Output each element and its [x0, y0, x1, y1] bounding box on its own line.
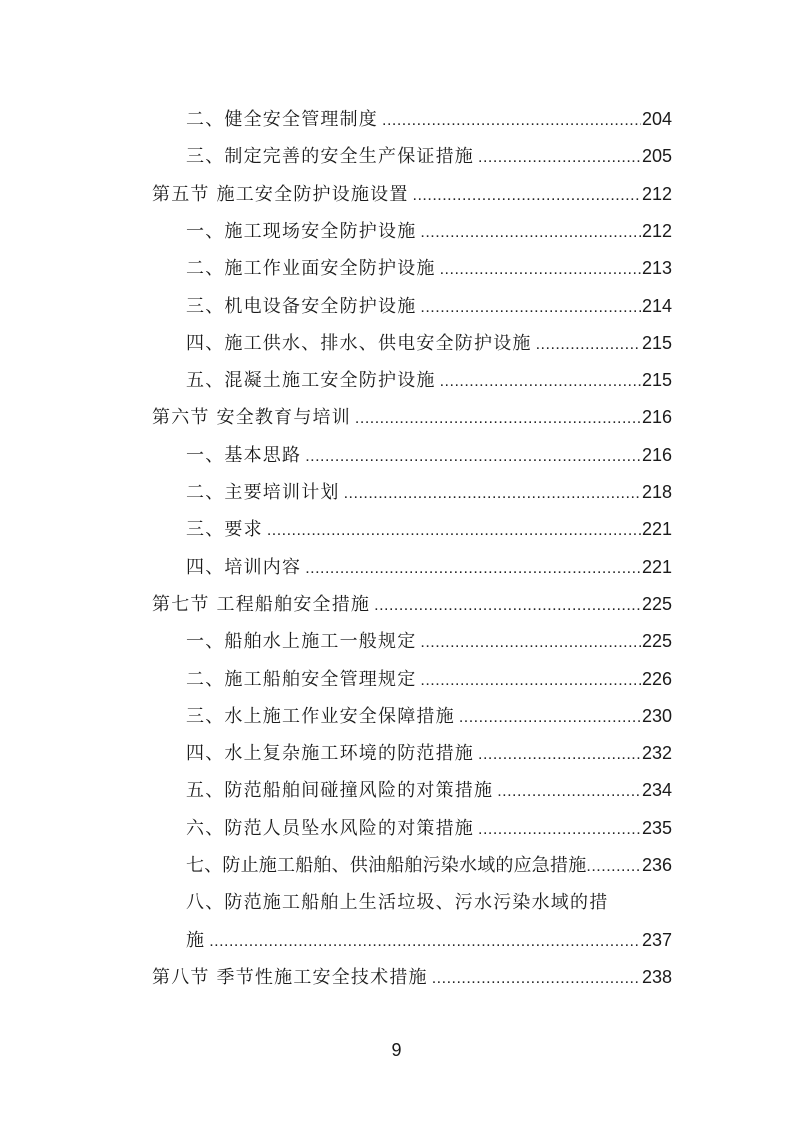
dot-leader — [497, 773, 641, 810]
toc-entry[interactable] — [186, 810, 672, 847]
dot-leader — [355, 400, 641, 437]
toc-entry-page: 204 — [641, 109, 672, 129]
toc-entry-page: 225 — [641, 631, 672, 652]
toc-entry-page: 218 — [641, 482, 672, 502]
dot-leader — [440, 363, 641, 400]
toc-entry-title: 一、基本思路 — [186, 444, 302, 466]
toc-entry[interactable] — [186, 213, 672, 250]
toc-entry[interactable] — [186, 884, 672, 921]
toc-section-entry[interactable] — [152, 959, 672, 996]
toc-entry-title: 三、要求 — [186, 519, 263, 541]
dot-leader — [478, 736, 641, 773]
toc-entry[interactable] — [186, 362, 672, 399]
toc-entry-title: 三、水上施工作业安全保障措施 — [186, 705, 455, 727]
toc-entry-title: 二、施工船舶安全管理规定 — [186, 668, 417, 690]
toc-entry-page: 215 — [641, 370, 672, 391]
toc-entry[interactable] — [186, 101, 672, 138]
toc-entry-title: 二、健全安全管理制度 — [186, 109, 378, 130]
dot-leader — [305, 438, 641, 475]
toc-entry-page: 232 — [641, 743, 672, 764]
toc-entry[interactable] — [186, 474, 672, 511]
toc-entry[interactable] — [186, 288, 672, 325]
toc-entry-continuation[interactable] — [186, 922, 672, 959]
dot-leader — [413, 177, 641, 214]
toc-entry-title: 三、机电设备安全防护设施 — [186, 295, 417, 317]
toc-entry-page: 213 — [641, 258, 672, 279]
dot-leader — [420, 624, 641, 661]
toc-entry-title: 第五节 施工安全防护设施设置 — [152, 183, 409, 205]
dot-leader — [536, 326, 641, 363]
toc-entry-title: 一、船舶水上施工一般规定 — [186, 631, 417, 653]
toc-section-entry[interactable] — [152, 586, 672, 623]
page-number: 9 — [391, 1040, 402, 1060]
toc-entry[interactable] — [186, 138, 672, 175]
toc-entry-page: 235 — [641, 817, 672, 838]
toc-entry-title: 四、培训内容 — [186, 556, 302, 578]
toc-entry-page: 221 — [641, 556, 672, 577]
toc-entry-page: 212 — [641, 220, 672, 241]
toc-entry-title: 五、混凝土施工安全防护设施 — [186, 370, 436, 392]
dot-leader — [209, 923, 641, 960]
dot-leader — [459, 699, 641, 736]
dot-leader — [420, 289, 641, 326]
toc-entry-page: 234 — [641, 780, 672, 801]
toc-entry[interactable] — [186, 325, 672, 362]
toc-section-entry[interactable] — [152, 176, 672, 213]
toc-entry-page: 236 — [641, 855, 672, 875]
toc-entry-title: 七、防止施工船舶、供油船舶污染水域的应急措施 — [186, 855, 587, 876]
toc-entry-title: 二、施工作业面安全防护设施 — [186, 258, 436, 280]
toc-entry[interactable] — [186, 847, 672, 884]
toc-entry-title: 第六节 安全教育与培训 — [152, 407, 351, 429]
toc-entry-page: 216 — [641, 444, 672, 465]
toc-entry-page: 225 — [641, 593, 672, 614]
dot-leader — [344, 475, 641, 512]
toc-entry-page: 238 — [641, 966, 672, 987]
dot-leader — [586, 848, 642, 885]
dot-leader — [478, 811, 641, 848]
toc-entry-title: 六、防范人员坠水风险的对策措施 — [186, 817, 474, 839]
toc-entry-title: 五、防范船舶间碰撞风险的对策措施 — [186, 780, 494, 802]
toc-entry[interactable] — [186, 437, 672, 474]
toc-entry-page: 237 — [641, 929, 672, 950]
toc-entry-title: 二、主要培训计划 — [186, 482, 340, 503]
toc-entry-title: 四、施工供水、排水、供电安全防护设施 — [186, 332, 532, 354]
dot-leader — [374, 587, 641, 624]
toc-entry-page: 212 — [641, 183, 672, 204]
toc-entry[interactable] — [186, 661, 672, 698]
toc-entry[interactable] — [186, 735, 672, 772]
dot-leader — [478, 139, 641, 176]
dot-leader — [420, 214, 641, 251]
dot-leader — [432, 960, 641, 997]
toc-entry-title: 四、水上复杂施工环境的防范措施 — [186, 743, 474, 765]
toc-entry[interactable] — [186, 511, 672, 548]
toc-entry-title: 三、制定完善的安全生产保证措施 — [186, 146, 474, 168]
toc-entry-page: 221 — [641, 519, 672, 540]
dot-leader — [440, 251, 641, 288]
toc-entry-title: 第八节 季节性施工安全技术措施 — [152, 966, 428, 988]
toc-entry[interactable] — [186, 549, 672, 586]
toc-entry-page: 216 — [641, 407, 672, 428]
toc-entry-title: 施 — [186, 929, 206, 951]
toc-entry-page: 215 — [641, 332, 672, 353]
dot-leader — [305, 550, 641, 587]
toc-entry-page: 226 — [641, 668, 672, 689]
toc-entry[interactable] — [186, 772, 672, 809]
toc-entry-page: 214 — [641, 295, 672, 316]
toc-entry[interactable] — [186, 623, 672, 660]
toc-entry-title: 一、施工现场安全防护设施 — [186, 220, 417, 242]
toc-section-entry[interactable] — [152, 399, 672, 436]
toc-entry-title: 第七节 工程船舶安全措施 — [152, 593, 371, 615]
toc-entry-page: 230 — [641, 705, 672, 726]
toc-entry[interactable] — [186, 698, 672, 735]
dot-leader — [267, 512, 641, 549]
toc-entry[interactable] — [186, 250, 672, 287]
dot-leader — [420, 662, 641, 699]
dot-leader — [382, 102, 641, 139]
toc-entry-title: 八、防范施工船舶上生活垃圾、污水污染水域的措 — [186, 892, 609, 914]
toc-entry-page: 205 — [641, 146, 672, 167]
